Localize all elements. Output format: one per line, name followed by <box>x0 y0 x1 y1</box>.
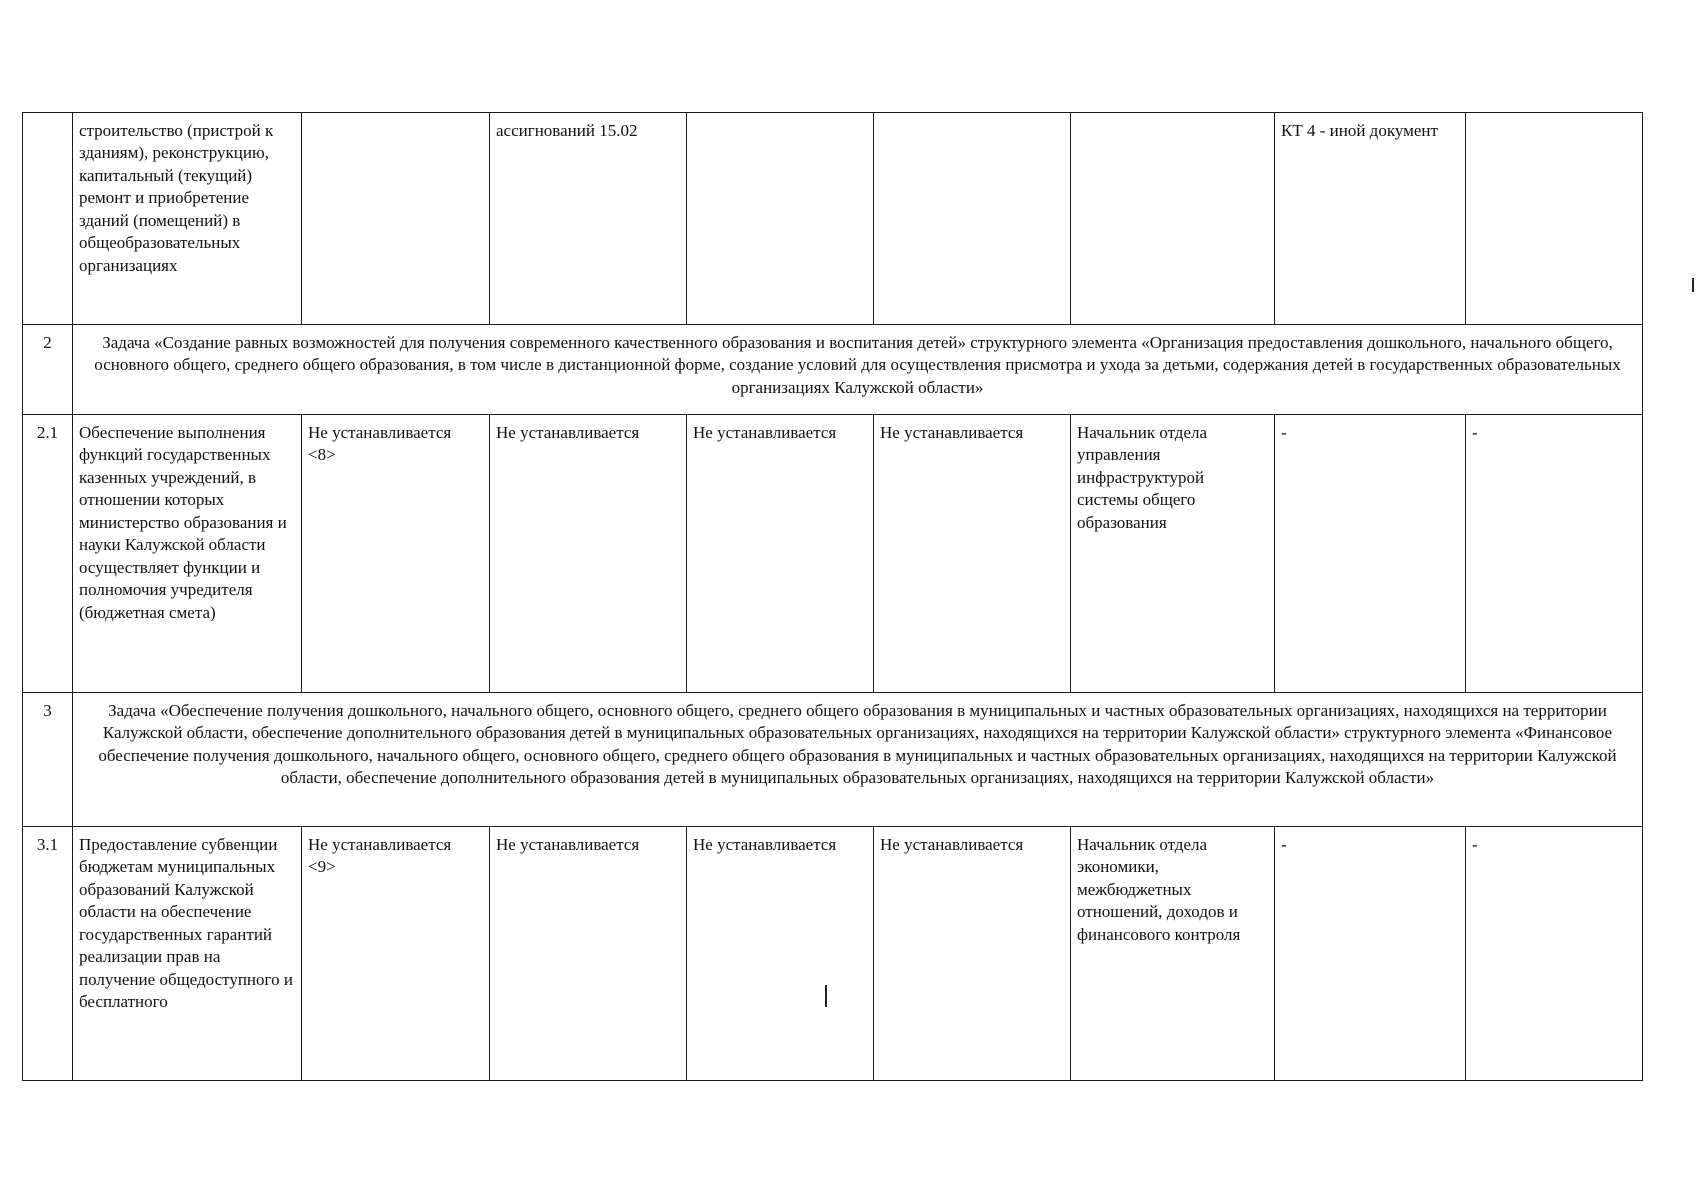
row-number <box>23 113 73 325</box>
table-cell: - <box>1275 415 1466 693</box>
row-number: 3.1 <box>23 827 73 1081</box>
table-cell: Не устанавливается <box>490 415 687 693</box>
table-cell: - <box>1466 415 1643 693</box>
task-row <box>23 325 1643 415</box>
scan-mark <box>1692 278 1694 292</box>
table-row <box>23 827 1643 1081</box>
table-cell: КТ 4 - иной документ <box>1275 113 1466 325</box>
table-cell <box>302 113 490 325</box>
table-row <box>23 415 1643 693</box>
row-number: 2.1 <box>23 415 73 693</box>
task-text: Задача «Создание равных возможностей для получения современного качественного образования и воспитания детей» структурного элемента «Организация предоставления дошкольного, начального общего, основного общего, среднего общего образования, в том числе в дистанционной форме, создание условий для осуществления присмотра и ухода за детьми, содержания детей в государственных образовательных организациях Калужской области» <box>73 325 1643 415</box>
task-row <box>23 693 1643 827</box>
table-cell: Не устанавливается <box>687 415 874 693</box>
measures-table <box>22 112 1643 1081</box>
measure-name-cell: Предоставление субвенции бюджетам муниципальных образований Калужской области на обеспечение государственных гарантий реализации прав на получение общедоступного и бесплатного <box>73 827 302 1081</box>
task-number: 3 <box>23 693 73 827</box>
table-cell: - <box>1466 827 1643 1081</box>
table-cell: Не устанавливается <8> <box>302 415 490 693</box>
table-cell: ассигнований 15.02 <box>490 113 687 325</box>
table-cell: Не устанавливается <box>490 827 687 1081</box>
task-text: Задача «Обеспечение получения дошкольного, начального общего, основного общего, среднего общего образования в муниципальных и частных образовательных организациях, находящихся на территории Калужской области, обеспечение дополнительного образования детей в муниципальных образовательных организациях, находящихся на территории Калужской области» структурного элемента «Финансовое обеспечение получения дошкольного, начального общего, основного общего, среднего общего образования в муниципальных и частных образовательных организациях, находящихся на территории Калужской области, обеспечение дополнительного образования детей в муниципальных образовательных организациях, находящихся на территории Калужской области» <box>73 693 1643 827</box>
table-row <box>23 113 1643 325</box>
responsible-cell: Начальник отдела управления инфраструктурой системы общего образования <box>1071 415 1275 693</box>
table-cell: Не устанавливается <9> <box>302 827 490 1081</box>
task-number: 2 <box>23 325 73 415</box>
table-cell: Не устанавливается <box>687 827 874 1081</box>
table-cell <box>874 113 1071 325</box>
measure-name-cell: строительство (пристрой к зданиям), реконструкцию, капитальный (текущий) ремонт и приобретение зданий (помещений) в общеобразовательных организациях <box>73 113 302 325</box>
table-cell: Не устанавливается <box>874 415 1071 693</box>
responsible-cell: Начальник отдела экономики, межбюджетных отношений, доходов и финансового контроля <box>1071 827 1275 1081</box>
table-cell <box>1071 113 1275 325</box>
table-cell: Не устанавливается <box>874 827 1071 1081</box>
measure-name-cell: Обеспечение выполнения функций государственных казенных учреждений, в отношении которых министерство образования и науки Калужской области осуществляет функции и полномочия учредителя (бюджетная смета) <box>73 415 302 693</box>
scan-mark <box>825 985 827 1007</box>
table-cell <box>687 113 874 325</box>
table-cell <box>1466 113 1643 325</box>
document-page <box>22 112 1642 1081</box>
table-cell: - <box>1275 827 1466 1081</box>
